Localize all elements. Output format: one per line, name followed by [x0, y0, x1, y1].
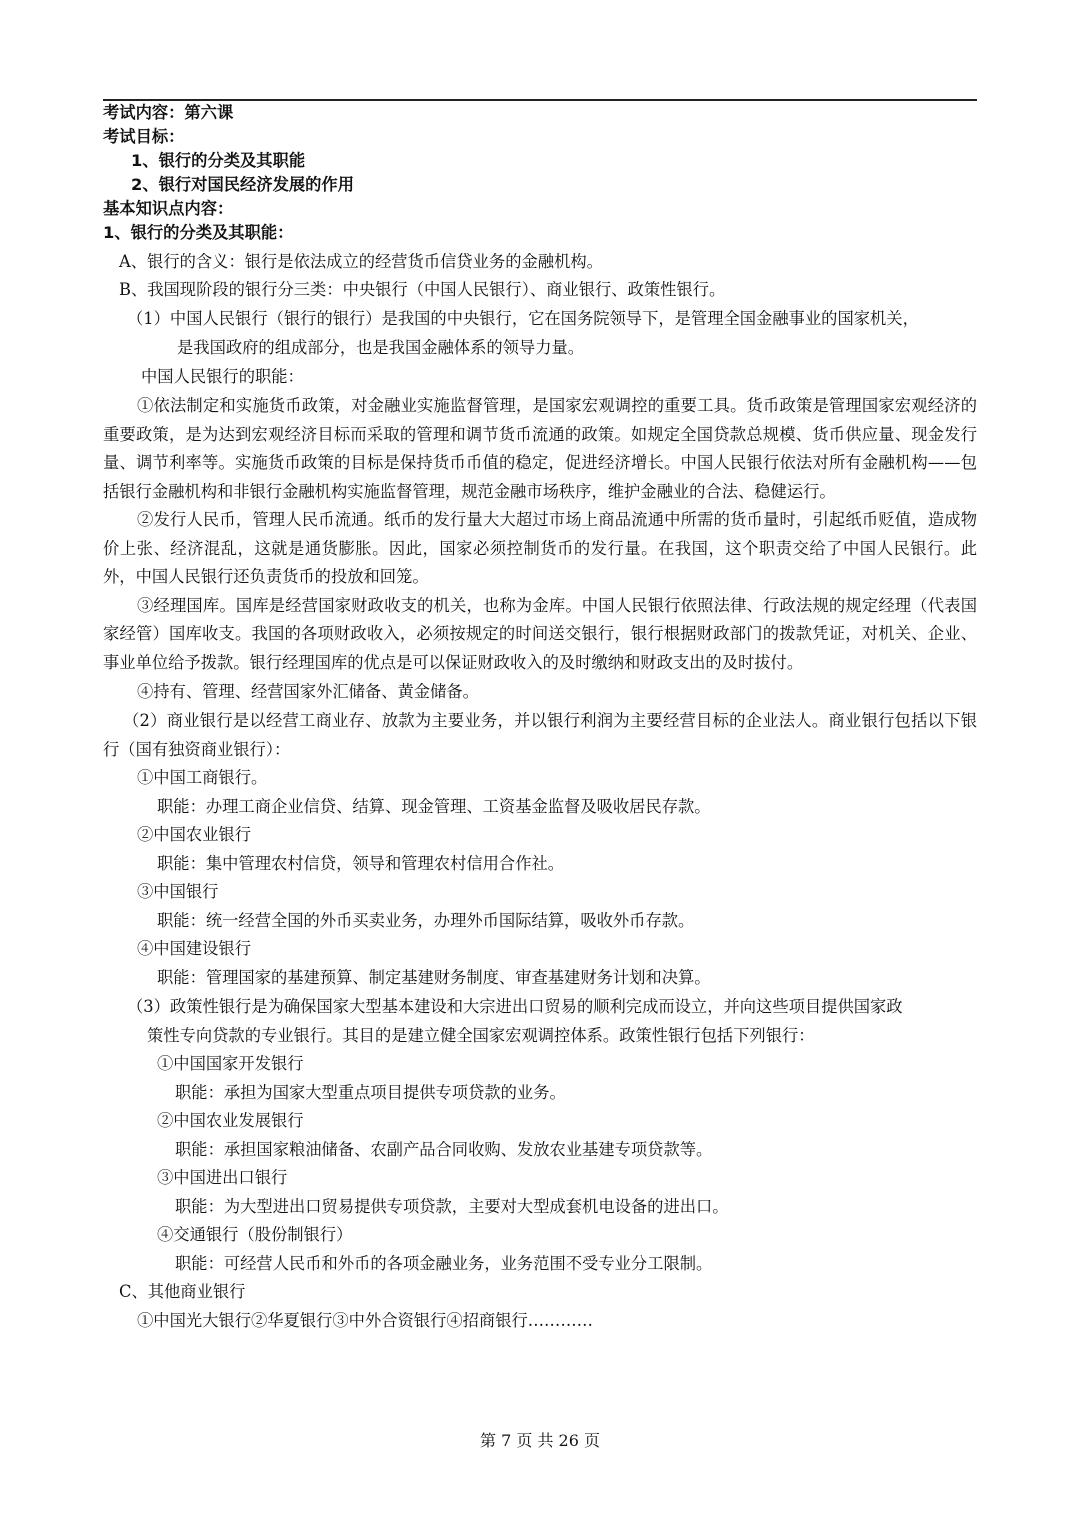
bank-definition: A、银行的含义：银行是依法成立的经营货币信贷业务的金融机构。: [119, 252, 603, 271]
policy-bank-duty: 职能：承担为国家大型重点项目提供专项贷款的业务。: [175, 1082, 566, 1102]
commercial-bank-name: ①中国工商银行。: [137, 768, 268, 787]
pboc-intro-line-1: （1）中国人民银行（银行的银行）是我国的中央银行，它在国务院领导下，是管理全国金融事业的国家机关，: [127, 309, 919, 328]
document-body: [103, 101, 977, 1335]
pboc-function-1: ①依法制定和实施货币政策，对金融业实施监督管理，是国家宏观调控的重要工具。货币政策是管理国家宏观经济的重要政策，是为达到宏观经济目标而采取的管理和调节货币流通的政策。如规定全国贷款总规模、货币供应量、现金发行量、调节利率等。实施货币政策的目标是保持货币币值的稳定，促进经济增长。中国人民银行依法对所有金融机构——包括银行金融机构和非银行金融机构实施监督管理，规范金融市场秩序，维护金融业的合法、稳健运行。: [103, 396, 977, 501]
exam-goal-2: 2、银行对国民经济发展的作用: [131, 175, 354, 194]
commercial-bank-name: ④中国建设银行: [137, 939, 251, 958]
pboc-intro-line-2: 是我国政府的组成部分，也是我国金融体系的领导力量。: [177, 338, 585, 357]
policy-bank-intro-line-1: （3）政策性银行是为确保国家大型基本建设和大宗进出口贸易的顺利完成而设立，并向这些项目提供国家政: [127, 997, 903, 1016]
pboc-function-4: ④持有、管理、经营国家外汇储备、黄金储备。: [137, 682, 479, 701]
commercial-bank-intro: （2）商业银行是以经营工商业存、放款为主要业务，并以银行利润为主要经营目标的企业法人。商业银行包括以下银行（国有独资商业银行）：: [103, 711, 977, 759]
pboc-function-3: ③经理国库。国库是经营国家财政收支的机关，也称为金库。中国人民银行依照法律、行政法规的规定经理（代表国家经管）国库收支。我国的各项财政收入，必须按规定的时间送交银行，银行根据财政部门的拨款凭证，对机关、企业、事业单位给予拨款。银行经理国库的优点是可以保证财政收入的及时缴纳和财政支出的及时拔付。: [103, 595, 977, 672]
commercial-bank-duty: 职能：管理国家的基建预算、制定基建财务制度、审查基建财务计划和决算。: [157, 967, 711, 987]
policy-bank-name: ③中国进出口银行: [157, 1168, 288, 1187]
commercial-bank-name: ③中国银行: [137, 882, 219, 901]
page-number-footer: 第 7 页 共 26 页: [480, 1431, 600, 1450]
exam-goal-1: 1、银行的分类及其职能: [131, 151, 306, 170]
commercial-bank-duty: 职能：集中管理农村信贷，领导和管理农村信用合作社。: [157, 853, 565, 873]
exam-goal-heading: 考试目标：: [103, 127, 185, 146]
bank-categories: B、我国现阶段的银行分三类：中央银行（中国人民银行）、商业银行、政策性银行。: [119, 280, 726, 299]
pboc-functions-label: 中国人民银行的职能：: [141, 367, 304, 386]
basic-points-heading: 基本知识点内容：: [103, 199, 234, 218]
commercial-bank-name: ②中国农业银行: [137, 825, 251, 844]
policy-bank-name: ①中国国家开发银行: [157, 1054, 304, 1073]
policy-bank-duty: 职能：可经营人民币和外币的各项金融业务，业务范围不受专业分工限制。: [175, 1253, 713, 1273]
pboc-function-2: ②发行人民币，管理人民币流通。纸币的发行量大大超过市场上商品流通中所需的货币量时，引起纸币贬值，造成物价上张、经济混乱，这就是通货膨胀。因此，国家必须控制货币的发行量。在我国，这个职责交给了中国人民银行。此外，中国人民银行还负责货币的投放和回笼。: [103, 510, 977, 586]
policy-bank-name: ④交通银行（股份制银行）: [157, 1225, 353, 1244]
policy-bank-name: ②中国农业发展银行: [157, 1111, 304, 1130]
commercial-bank-duty: 职能：统一经营全国的外币买卖业务，办理外币国际结算，吸收外币存款。: [157, 910, 695, 930]
policy-bank-intro-line-2: 策性专向贷款的专业银行。其目的是建立健全国家宏观调控体系。政策性银行包括下列银行：: [147, 1026, 815, 1045]
other-banks-list: ①中国光大银行②华夏银行③中外合资银行④招商银行…………: [137, 1310, 593, 1330]
exam-content-heading: 考试内容：第六课: [103, 103, 234, 122]
policy-bank-duty: 职能：承担国家粮油储备、农副产品合同收购、发放农业基建专项贷款等。: [175, 1139, 713, 1159]
commercial-bank-duty: 职能：办理工商企业信贷、结算、现金管理、工资基金监督及吸收居民存款。: [157, 796, 711, 816]
other-banks-label: C、其他商业银行: [119, 1282, 246, 1301]
policy-bank-duty: 职能：为大型进出口贸易提供专项贷款，主要对大型成套机电设备的进出口。: [175, 1196, 729, 1216]
section-1-heading: 1、银行的分类及其职能：: [103, 223, 294, 242]
